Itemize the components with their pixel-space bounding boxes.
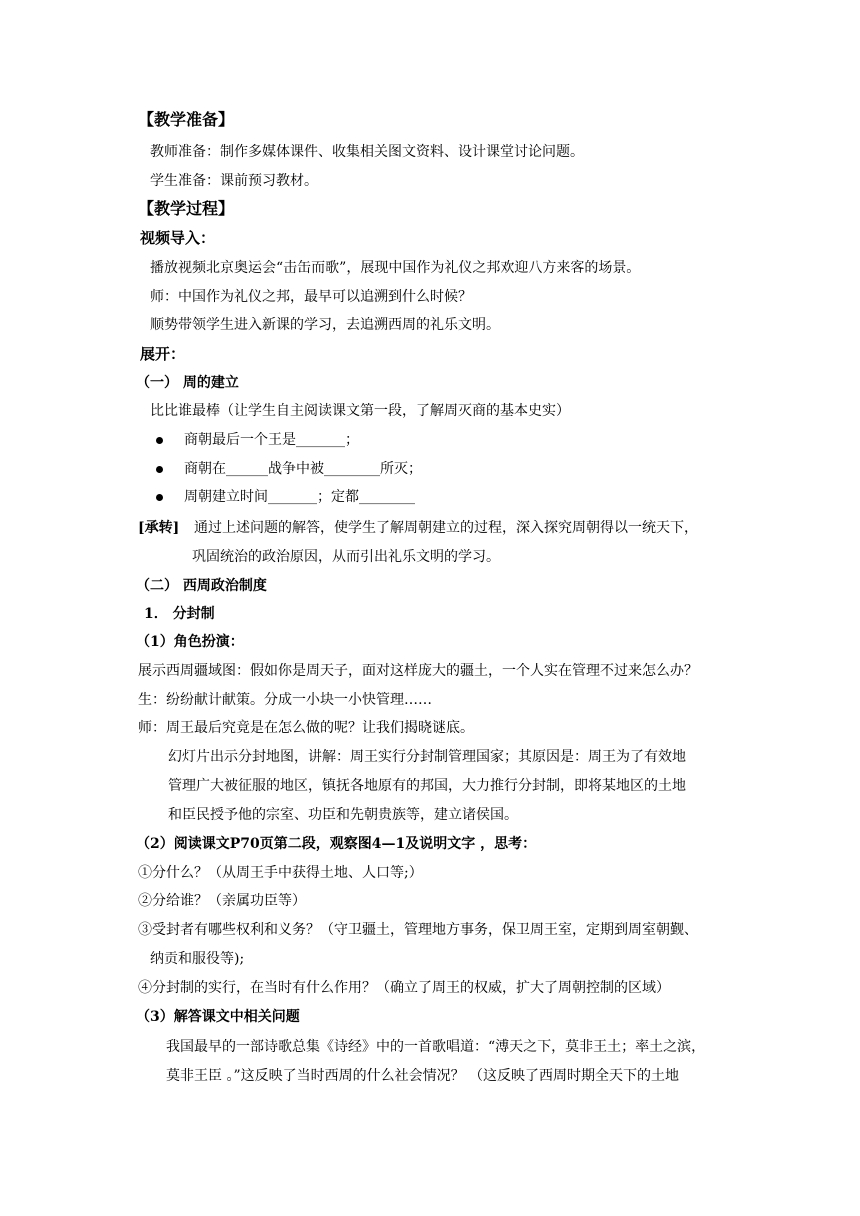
transition-label: [承转]	[138, 520, 180, 536]
prep-heading: 【教学准备】	[138, 110, 235, 129]
video-heading: 视频导入：	[140, 229, 216, 247]
video-line: 师：中国作为礼仪之邦，最早可以追溯到什么时候？	[150, 289, 472, 305]
question-line: 纳贡和服役等);	[150, 951, 245, 967]
poem-line: 我国最早的一部诗歌总集《诗经》中的一首歌唱道：“溥天之下，莫非王土；率土之滨，	[166, 1039, 706, 1055]
question-line: ②分给谁？（亲属功臣等）	[138, 893, 306, 909]
slide-line: 和臣民授予他的宗室、功臣和先朝贵族等，建立诸侯国。	[168, 807, 518, 823]
subsection-title: 1． 分封制	[144, 606, 215, 622]
section1-heading: （一） 周的建立	[136, 375, 239, 391]
section1-intro: 比比谁最棒（让学生自主阅读课文第一段，了解周灭商的基本史实）	[150, 403, 570, 419]
bullet-icon	[156, 437, 163, 444]
transition-text: 巩固统治的政治原因，从而引出礼乐文明的学习。	[192, 549, 500, 565]
roleplay-line: 生：纷纷献计献策。分成一小块一小快管理……	[138, 692, 432, 708]
subsection-title: （1）角色扮演：	[136, 634, 244, 650]
bullet-item: 商朝在______战争中被________所灭；	[184, 461, 422, 477]
subsection-title: （2）阅读课文P70页第二段，观察图4—1及说明文字 ，思考：	[136, 836, 537, 852]
slide-line: 管理广大被征服的地区，镇抚各地原有的邦国，大力推行分封制，即将某地区的土地	[168, 778, 686, 794]
slide-line: 幻灯片出示分封地图，讲解：周王实行分封制管理国家；其原因是：周王为了有效地	[168, 749, 686, 765]
video-line: 顺势带领学生进入新课的学习，去追溯西周的礼乐文明。	[150, 317, 500, 333]
bullet-item: 周朝建立时间_______；定都________	[184, 489, 415, 505]
roleplay-line: 展示西周疆域图：假如你是周天子，面对这样庞大的疆土，一个人实在管理不过来怎么办？	[138, 663, 698, 679]
process-heading: 【教学过程】	[138, 199, 235, 218]
question-line: ③受封者有哪些权利和义务？（守卫疆土，管理地方事务，保卫周王室，定期到周室朝觐、	[138, 922, 698, 938]
transition-text: 通过上述问题的解答，使学生了解周朝建立的过程，深入探究周朝得以一统天下，	[194, 520, 698, 536]
roleplay-line: 师：周王最后究竟是在怎么做的呢？让我们揭晓谜底。	[138, 720, 474, 736]
section2-heading: （二） 西周政治制度	[136, 578, 267, 594]
expand-heading: 展开：	[140, 345, 186, 363]
question-line: ④分封制的实行，在当时有什么作用？（确立了周王的权威，扩大了周朝控制的区域）	[138, 980, 670, 996]
prep-teacher-text: 教师准备：制作多媒体课件、收集相关图文资料、设计课堂讨论问题。	[150, 144, 584, 160]
bullet-icon	[156, 494, 163, 501]
bullet-item: 商朝最后一个王是_______；	[184, 432, 359, 448]
question-line: ①分什么？（从周王手中获得土地、人口等;）	[138, 865, 423, 881]
poem-line: 莫非王臣 。”这反映了当时西周的什么社会情况？ （这反映了西周时期全天下的土地	[166, 1068, 680, 1084]
prep-student-text: 学生准备：课前预习教材。	[150, 173, 318, 189]
bullet-icon	[156, 466, 163, 473]
subsection-title: （3）解答课文中相关问题	[136, 1009, 300, 1025]
video-line: 播放视频北京奥运会“击缶而歌”，展现中国作为礼仪之邦欢迎八方来客的场景。	[150, 260, 641, 276]
